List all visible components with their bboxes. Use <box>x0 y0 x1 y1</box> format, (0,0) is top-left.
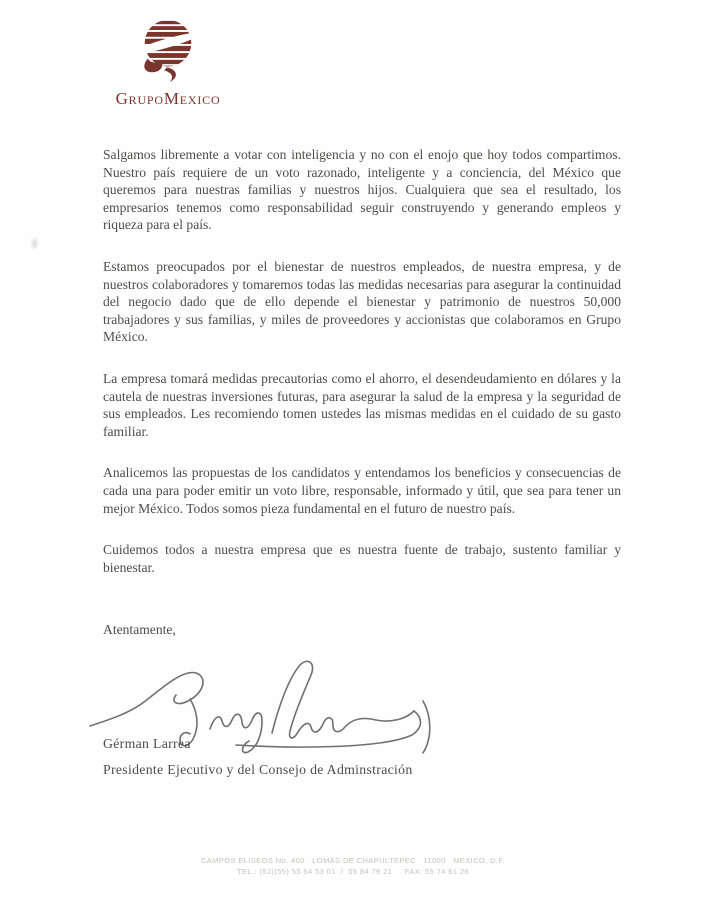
paragraph-2: Estamos preocupados por el bienestar de nuestros empleados, de nuestra empresa, y de nuestros colaboradores y tomaremos todas las medidas necesarias para asegurar la continuidad del negocio dado que de ello depende el bienestar y patrimonio de nuestros 50,000 trabajadores y sus familias, y miles de proveedores y accionistas que colaboramos en Grupo México. <box>103 258 621 345</box>
paragraph-4: Analicemos las propuestas de los candidatos y entendamos los beneficios y consecuencias de cada una para poder emitir un voto libre, responsable, informado y útil, que sea para tener un mejor México. Todos somos pieza fundamental en el futuro de nuestro país. <box>103 465 621 516</box>
letterhead-logo <box>110 16 226 109</box>
scan-smudge <box>30 236 39 251</box>
paragraph-1: Salgamos libremente a votar con inteligencia y no con el enojo que hoy todos compartimos. Nuestro país requiere de un voto razonado, inteligente y a conciencia, del México que queremos para nuestras familias y nuestros hijos. Cualquiera que sea el resultado, los empresarios tenemos como responsabilidad seguir construyendo y generando empleos y riqueza para el país. <box>103 147 621 233</box>
letter-body <box>103 146 621 600</box>
closing-salutation: Atentamente, <box>103 622 176 637</box>
grupo-mexico-orb-icon <box>137 16 199 82</box>
letterhead-footer <box>0 855 706 877</box>
brand-name: GrupoMexico <box>115 89 221 108</box>
signer-title: Presidente Ejecutivo y del Consejo de Adminstración <box>103 762 413 777</box>
paragraph-3: La empresa tomará medidas precautorias como el ahorro, el desendeudamiento en dólares y la cautela de nuestras inversiones futuras, para asegurar la salud de la empresa y la seguridad de sus empleados. Les recomiendo tomen ustedes las mismas medidas en el cuidado de su gasto familiar. <box>103 370 621 439</box>
footer-phone: TEL.: (52)(55) 55 64 53 01 / 55 84 79 21 FAX: 55 74 61 26 <box>236 867 469 876</box>
signer-name: Gérman Larrea <box>103 736 191 751</box>
paragraph-5: Cuidemos todos a nuestra empresa que es nuestra fuente de trabajo, sustento familiar y bienestar. <box>103 542 621 575</box>
footer-address: CAMPOS ELISEOS No. 400 LOMAS DE CHAPULTEPEC 11000 MEXICO, D.F. <box>200 856 506 865</box>
